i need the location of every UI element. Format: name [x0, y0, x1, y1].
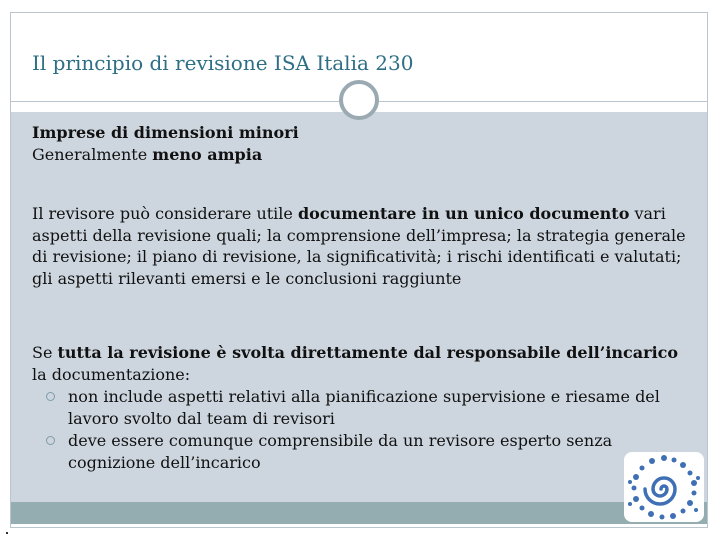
bullet-text: deve essere comunque comprensibile da un revisore esperto senza cognizione dell’incarico [68, 431, 613, 472]
list-item [32, 386, 692, 430]
para2-prefix: Se [32, 343, 58, 362]
spiral-logo-icon [624, 452, 704, 522]
heading-line-2-prefix: Generalmente [32, 145, 153, 164]
bullet-text: non include aspetti relativi alla pianificazione supervisione e riesame del lavoro svolto dal team di revisori [68, 387, 660, 428]
bullet-list [32, 386, 692, 474]
hollow-circle-bullet-icon [46, 392, 55, 401]
heading-line-2 [32, 144, 299, 166]
para1-rest: vari aspetti della revisione quali; la comprensione dell’impresa; la strategia generale di revisione; il piano di revisione, la significatività; i rischi identificati e valutati; gli aspetti rilevanti emersi e le conclusioni raggiunte [32, 204, 686, 288]
list-item [32, 430, 692, 474]
ring-ornament-icon [339, 80, 379, 120]
footer-mark [6, 532, 8, 534]
bottom-accent-bar [11, 502, 707, 524]
paragraph-responsabile [32, 342, 692, 474]
hollow-circle-bullet-icon [46, 436, 55, 445]
para1-bold: documentare in un unico documento [297, 204, 630, 223]
heading-line-1: Imprese di dimensioni minori [32, 123, 299, 142]
paragraph-documentation [32, 203, 692, 289]
para2-intro [32, 342, 692, 386]
para2-rest: la documentazione: [32, 365, 191, 384]
para2-bold: tutta la revisione è svolta direttamente dal responsabile dell’incarico [57, 343, 679, 362]
heading-line-2-bold: meno ampia [152, 145, 263, 164]
slide-title: Il principio di revisione ISA Italia 230 [32, 51, 414, 75]
heading-block [32, 122, 299, 166]
para1-prefix: Il revisore può considerare utile [32, 204, 298, 223]
ring-ornament-inner [347, 88, 371, 112]
spiral-logo-graphic [624, 452, 704, 522]
